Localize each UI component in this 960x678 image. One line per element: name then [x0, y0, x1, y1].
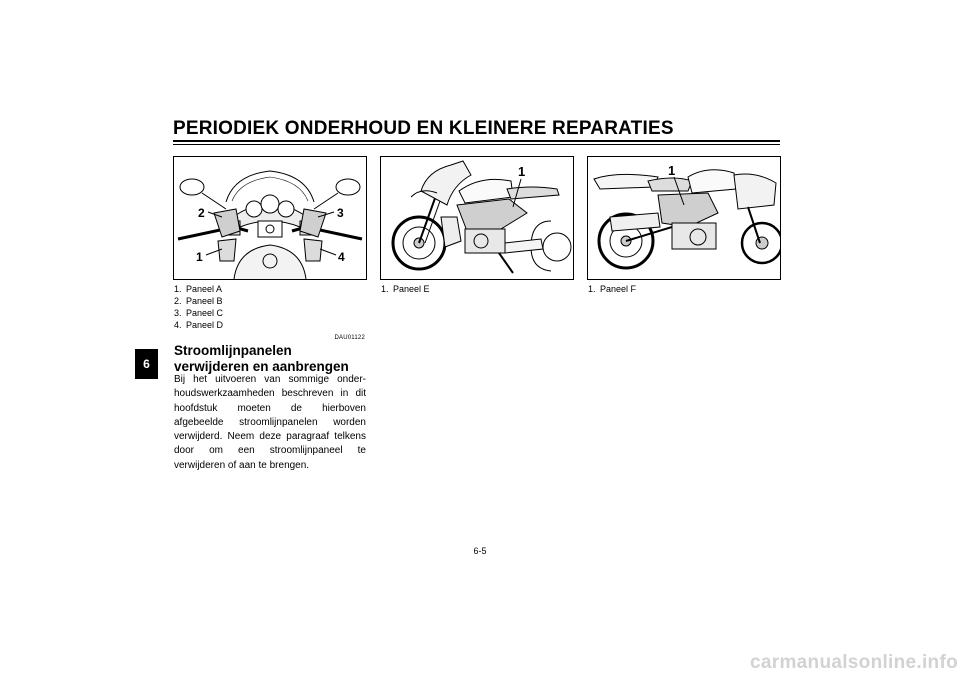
legend-front-panels	[174, 283, 223, 331]
legend-item: 3. Paneel C	[174, 308, 224, 318]
section-body: Bij het uitvoeren van sommige onderhoudswerkzaamheden beschreven in dit hoofdstuk moeten de hierboven afgebeelde stroomlijnpanelen worden verwijderd. Neem deze paragraaf telkens door om een stroomlijnpaneel te verwijderen of aan te brengen.	[174, 374, 366, 471]
callout-2: 2	[198, 206, 205, 220]
header-rule	[173, 140, 780, 142]
legend-item: 2. Paneel B	[174, 296, 223, 306]
callout-1: 1	[196, 250, 203, 264]
motorcycle-left-illustration	[381, 157, 573, 279]
page-number: 6-5	[473, 546, 487, 556]
callout-3: 3	[337, 206, 344, 220]
legend-panel-f	[588, 283, 636, 295]
legend-item: 1. Paneel F	[588, 284, 637, 294]
section-heading: Stroomlijnpanelen verwijderen en aanbrengen	[174, 343, 349, 374]
header-rule-thin	[173, 144, 780, 145]
callout-1: 1	[518, 164, 526, 179]
figure-panel-e	[380, 156, 574, 280]
callout-1: 1	[668, 163, 676, 178]
figure-panel-f	[587, 156, 781, 280]
watermark: carmanualsonline.info	[750, 652, 958, 673]
callout-4: 4	[338, 250, 345, 264]
chapter-tab	[135, 349, 158, 379]
legend-item: 1. Paneel E	[381, 284, 430, 294]
legend-item: 4. Paneel D	[174, 320, 224, 330]
motorcycle-right-illustration	[588, 157, 780, 279]
legend-panel-e	[381, 283, 430, 295]
figure-front-panels	[173, 156, 367, 280]
document-code: DAU01122	[334, 335, 365, 341]
legend-item: 1. Paneel A	[174, 284, 223, 294]
chapter-tab-label: 6	[143, 357, 150, 371]
cockpit-illustration	[174, 157, 366, 279]
page-header-title: PERIODIEK ONDERHOUD EN KLEINERE REPARATIES	[173, 118, 674, 139]
